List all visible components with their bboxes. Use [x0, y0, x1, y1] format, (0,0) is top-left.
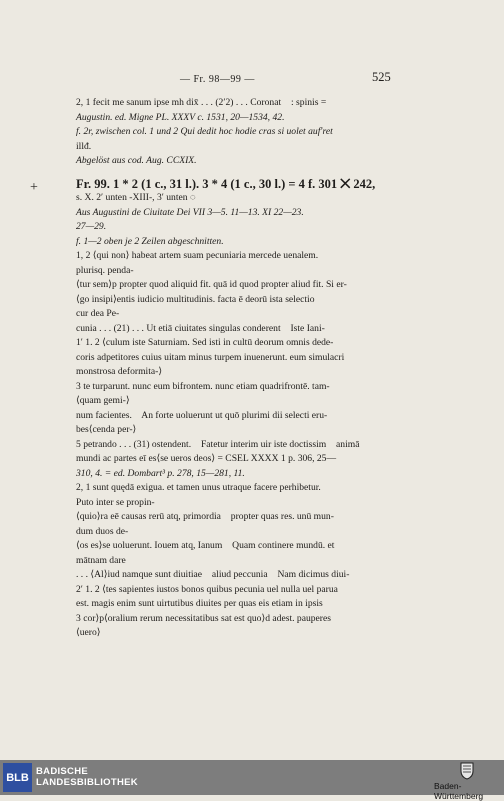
text-line: mundi ac partes eī es⟨se ueros deos⟩ = CSEL XXXX 1 p. 306, 25— — [76, 453, 337, 464]
text-line: dum duos de- — [76, 525, 129, 537]
text-line: 5 petrando . . . (31) ostendent.᷑ Fatetur interim uir iste doctissim᷑ animā — [76, 438, 360, 450]
text-line: Augustin. ed. Migne PL. XXXV c. 1531, 20—1534, 42. — [76, 111, 285, 123]
text-line: num facientes.᷑ An forte uoluerunt ut quō plurimi dii selecti eru- — [76, 409, 328, 421]
text-line: coris adpetitores cuius uitam minus turpem inuenerunt. eum simulacri — [76, 351, 345, 363]
text-line: plurisq. penda- — [76, 264, 134, 276]
text-line: 1′ 1. 2 ⟨culum iste Saturniam. Sed isti in cultū deorum omnis dede- — [76, 337, 334, 348]
text-line: 3 cor⟩p⟨oralium rerum necessitatibus sat est quo⟩d adest. pauperes — [76, 612, 331, 624]
text-line: Abgelöst aus cod. Aug. CCXIX. — [76, 155, 197, 166]
state-label: Baden-Württemberg — [434, 781, 484, 801]
library-footer — [0, 760, 504, 801]
text-line: ⟨quio⟩ra eē causas rerū atq, primordia᷑ propter quas res. unū mun- — [76, 511, 334, 522]
text-line: f. 1—2 oben je 2 Zeilen abgeschnitten. — [76, 235, 224, 247]
running-head: — Fr. 98—99 — — [180, 74, 255, 85]
text-line: 3 te turparunt. nunc eum bifrontem. nunc etiam quadrifrontē. tam- — [76, 380, 330, 392]
text-line: ⟨go insipi⟩entis iudicio multitudinis. facta ē deorū ista selectio᷑ — [76, 293, 322, 305]
coat-of-arms-icon — [460, 762, 474, 780]
text-line: est. magis enim sunt uirtutibus diuites per quas eis etiam in ipsis — [76, 598, 323, 609]
text-line: ⟨quam gemi-⟩ — [76, 395, 130, 406]
text-line: 27—29. — [76, 221, 107, 232]
text-line: ⟨uero⟩ — [76, 627, 101, 638]
text-line: cur dea Pe- — [76, 308, 120, 319]
blb-logo[interactable]: BLB — [3, 763, 32, 792]
text-line: Puto inter se propin- — [76, 496, 155, 508]
text-line: monstrosa deformita-⟩ — [76, 366, 163, 377]
text-line: ⟨os es⟩se uoluerunt. Iouem atq, Ianum᷑ Quam continere mundū. et — [76, 540, 335, 551]
text-line: 2, 1 fecit me sanum ipse mh dix̄ . . . (2′2) . . . Coronat᷑ : spinis = — [76, 97, 327, 108]
text-line: f. 2r, zwischen col. 1 und 2 Qui dedit hoc hodie cras si uolet auf′ret — [76, 126, 333, 137]
text-line: s. X. 2′ unten -XIII-, 3′ unten ◌ — [76, 192, 196, 203]
text-line: bes⟨cenda per-⟩ — [76, 424, 137, 435]
margin-mark: + — [30, 180, 38, 195]
body-text — [76, 96, 394, 641]
library-name-line1: BADISCHE — [36, 766, 89, 777]
text-line: cunia . . . (21) . . . Ut etiā ciuitates singulas conderent᷑ Iste Iani- — [76, 322, 325, 334]
text-line: . . . ⟨Al⟩iud namque sunt diuitiae᷑ aliud peccunia᷑ Nam dicimus diui- — [76, 569, 350, 580]
text-line: 2, 1 sunt quędā exigua. et tamen unus utraque facere perhibetur. — [76, 482, 321, 493]
library-name-line2: LANDESBIBLIOTHEK — [36, 777, 138, 788]
fragment-heading: Fr. 99. 1 * 2 (1 c., 31 l.). 3 * 4 (1 c., 30 l.) = 4 f. 301 ⨉ 242, — [76, 176, 376, 191]
text-line: 2′ 1. 2 ⟨tes sapientes iustos bonos quibus pecunia uel nulla uel parua — [76, 583, 338, 595]
library-name — [36, 766, 138, 788]
text-line: illđ. — [76, 140, 92, 152]
text-line: 1, 2 ⟨qui non⟩ habeat artem suam pecuniaria mercede uenalem. — [76, 250, 319, 261]
text-line: Aus Augustini de Ciuitate Dei VII 3—5. 11—13. XI 22—23. — [76, 206, 304, 218]
text-line: mātnam dare — [76, 554, 126, 566]
text-line: ⟨tur sem⟩p propter quod aliquid fit. quā id quod propter aliud fit. Si er- — [76, 279, 347, 290]
page-number: 525 — [372, 70, 391, 84]
text-line: 310, 4. = ed. Dombart³ p. 278, 15—281, 11. — [76, 467, 245, 479]
